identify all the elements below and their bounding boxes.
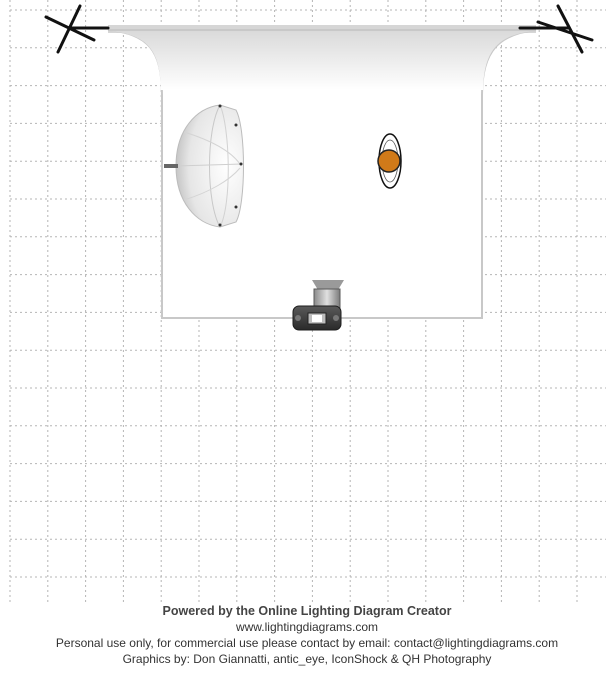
website-text: www.lightingdiagrams.com <box>235 620 379 634</box>
person-top-view-icon[interactable] <box>378 134 401 188</box>
license-text: Personal use only, for commercial use please contact by email: contact@lightingdiagrams.com <box>55 636 559 650</box>
seamless-paper-backdrop[interactable] <box>108 25 536 318</box>
graphics-credits-text: Graphics by: Don Giannatti, antic_eye, IconShock & QH Photography <box>122 652 492 666</box>
c-stand-left-icon[interactable] <box>46 6 108 52</box>
c-stand-right-icon[interactable] <box>520 6 592 52</box>
credits-block <box>0 603 614 667</box>
powered-by-text: Powered by the Online Lighting Diagram Creator <box>162 604 452 618</box>
